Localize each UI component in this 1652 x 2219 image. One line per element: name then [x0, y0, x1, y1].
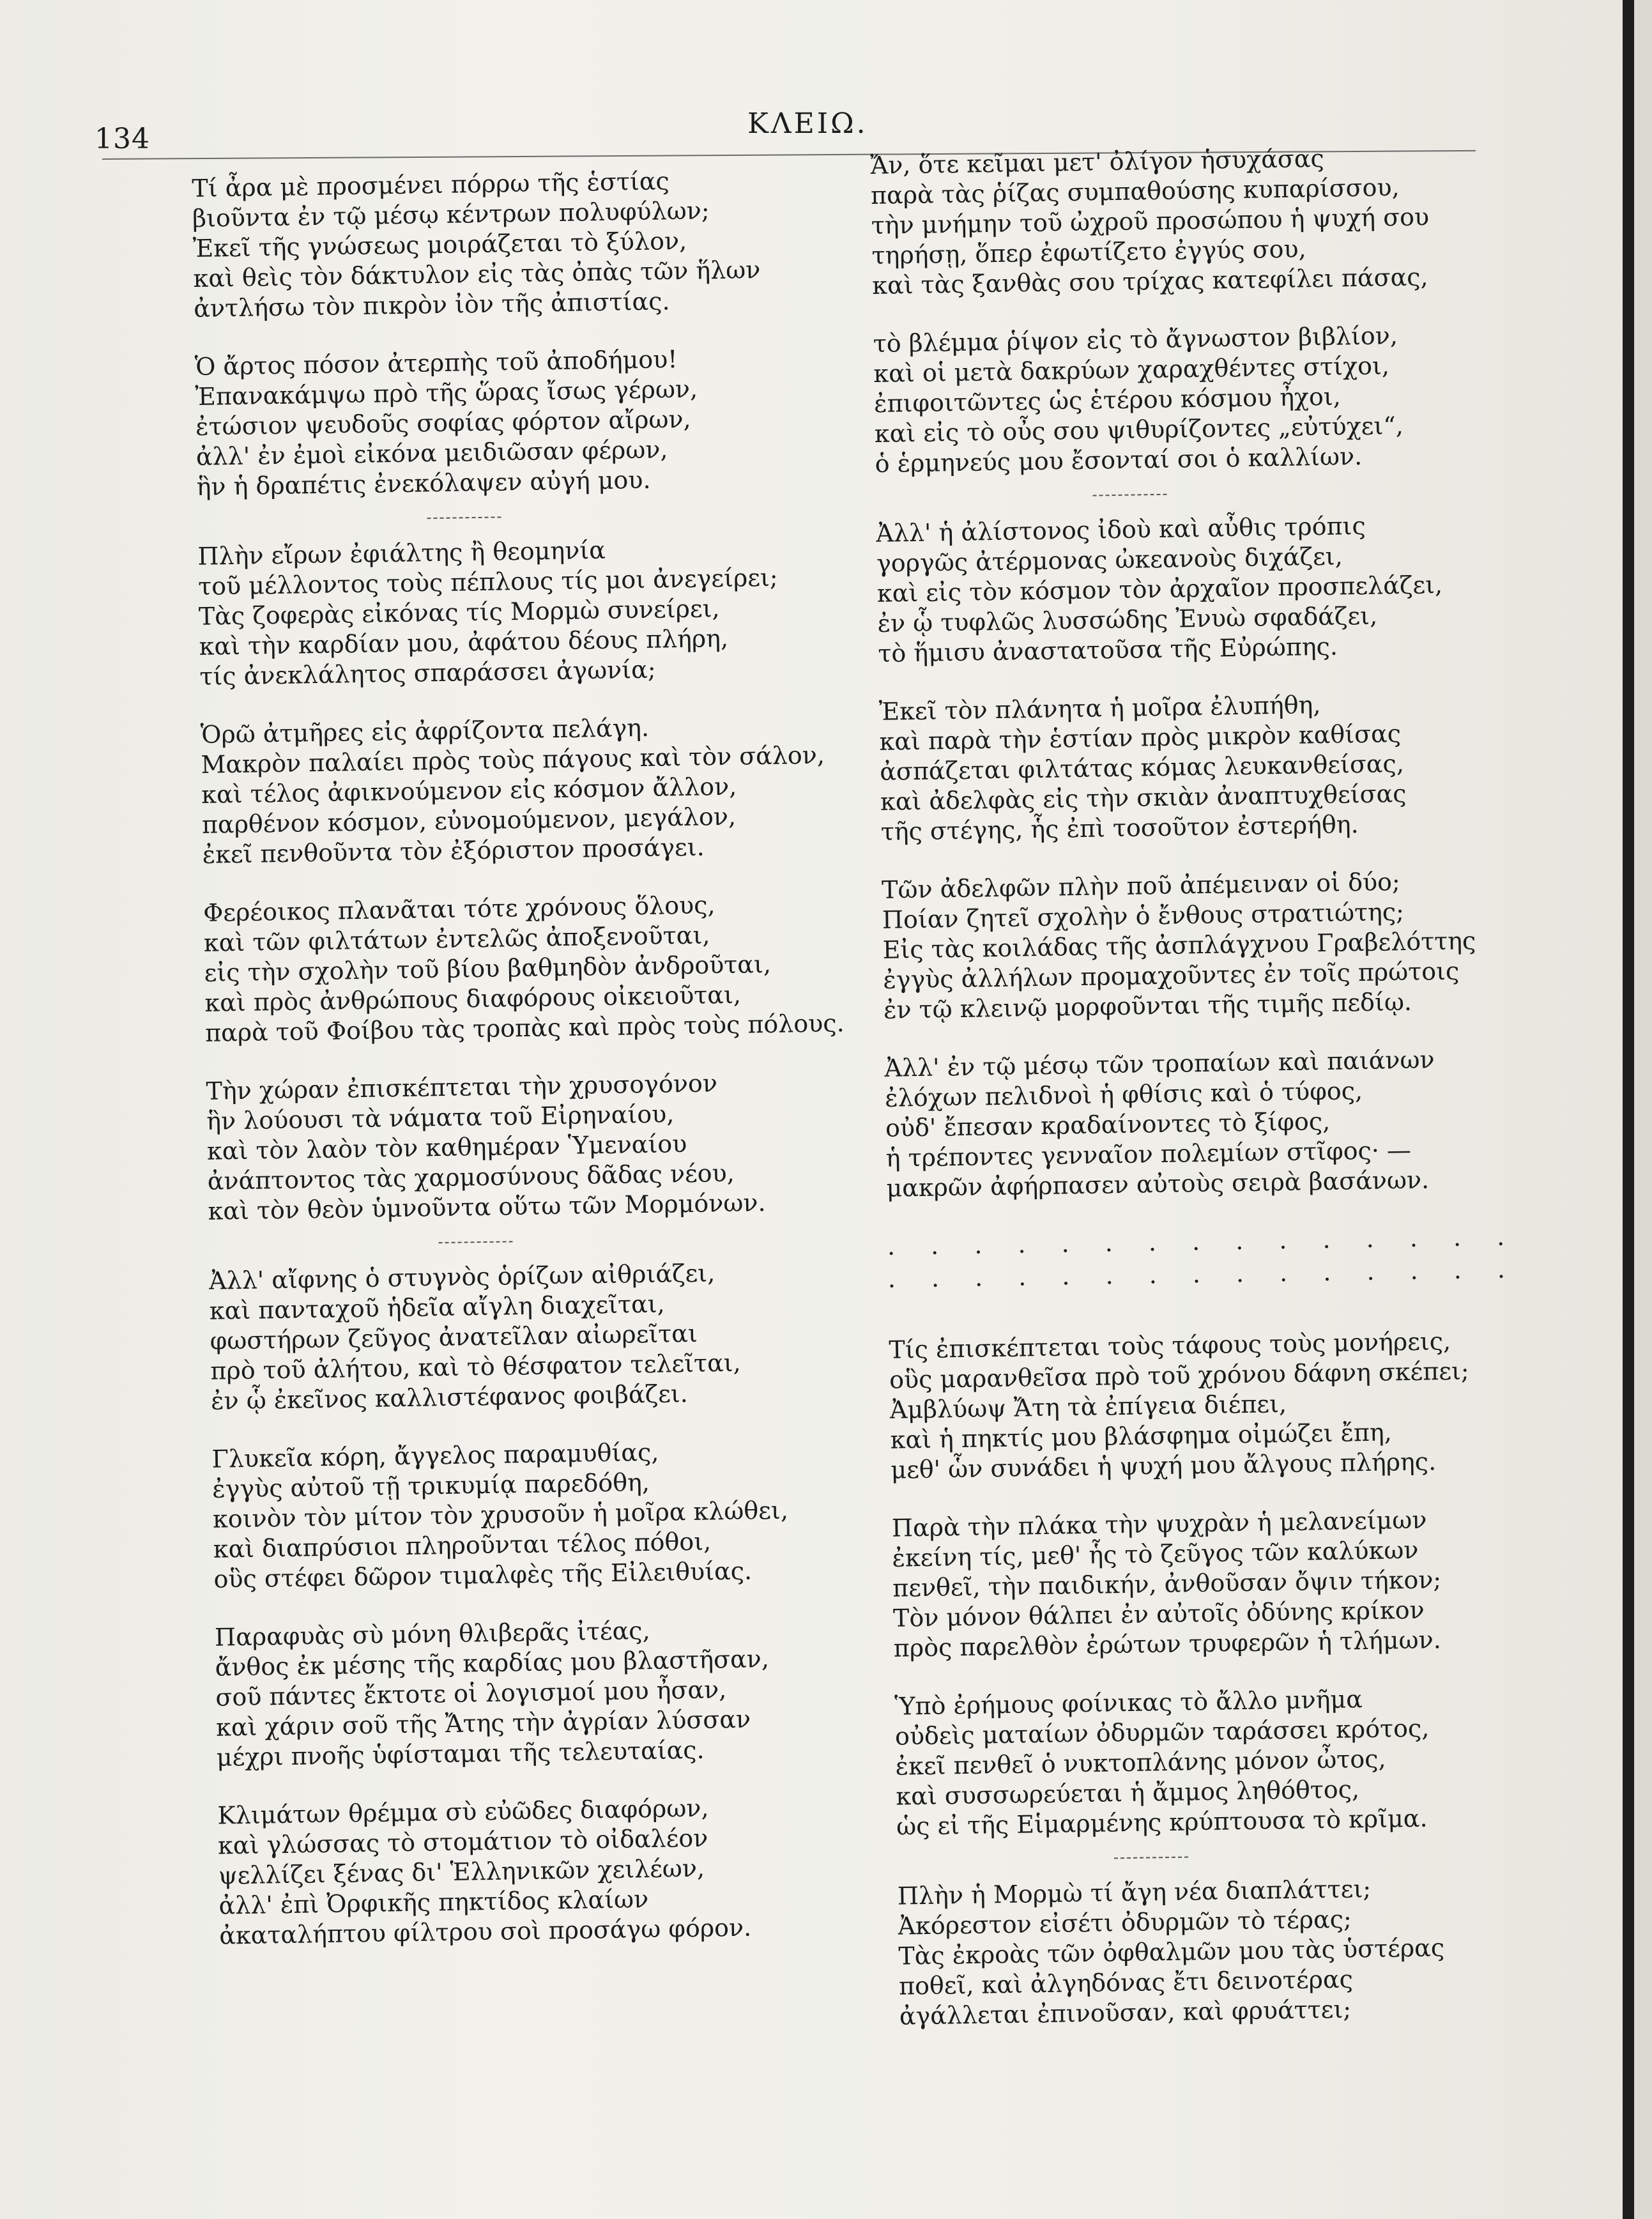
- dot-row: . . . . . . . . . . . . . . .: [887, 1255, 1520, 1293]
- verse-line: κοινὸν τὸν μίτον τὸν χρυσοῦν ἡ μοῖρα κλώθει,: [212, 1496, 789, 1533]
- verse-line: Φερέοικος πλανᾶται τότε χρόνους ὅλους,: [203, 891, 715, 927]
- stanza: [882, 865, 1523, 1025]
- section-separator: [427, 516, 504, 519]
- verse-line: ὁ ἑρμηνεύς μου ἔσονταί σοι ὁ καλλίων.: [875, 441, 1363, 478]
- verse-line: καὶ ἀδελφὰς εἰς τὴν σκιὰν ἀναπτυχθείσας: [880, 779, 1407, 816]
- dot-row: . . . . . . . . . . . . . . .: [887, 1222, 1519, 1261]
- verse-line: οὓς στέφει δῶρον τιμαλφὲς τῆς Εἰλειθυίας.: [213, 1556, 753, 1593]
- verse-line: εἰς τὴν σχολὴν τοῦ βίου βαθμηδὸν ἀνδροῦται,: [204, 949, 772, 987]
- verse-line: ἀνάπτοντος τὰς χαρμοσύνους δᾶδας νέου,: [207, 1158, 735, 1195]
- verse-line: ἣν λούουσι τὰ νάματα τοῦ Εἰρηναίου,: [206, 1100, 675, 1135]
- verse-line: ἐγγὺς ἀλλήλων προμαχοῦντες ἐν τοῖς πρώτοις: [883, 956, 1460, 994]
- verse-line: καὶ τὴν καρδίαν μου, ἀφάτου δέους πλήρη,: [199, 624, 729, 661]
- section-separator: [1114, 1856, 1191, 1859]
- verse-line: καὶ διαπρύσιοι πληροῦνται τέλος πόθοι,: [213, 1527, 712, 1563]
- verse-line: ἀσπάζεται φιλτάτας κόμας λευκανθείσας,: [879, 749, 1405, 786]
- verse-line: καὶ τῶν φιλτάτων ἐντελῶς ἀποξενοῦται,: [203, 921, 710, 957]
- verse-line: Κλιμάτων θρέμμα σὺ εὐῶδες διαφόρων,: [217, 1793, 709, 1830]
- verse-line: πενθεῖ, τὴν παιδικήν, ἀνθοῦσαν ὄψιν τήκον;: [892, 1565, 1442, 1602]
- verse-line: ψελλίζει ξένας δι' Ἑλληνικῶν χειλέων,: [218, 1854, 705, 1890]
- verse-line: τὴν μνήμην τοῦ ὠχροῦ προσώπου ἡ ψυχή σου: [871, 203, 1430, 240]
- verse-line: Τὰς ἐκροὰς τῶν ὀφθαλμῶν μου τὰς ὑστέρας: [898, 1933, 1445, 1970]
- verse-line: ἐπιφοιτῶντες ὡς ἑτέρου κόσμου ἦχοι,: [873, 382, 1342, 418]
- stanza: [878, 687, 1520, 847]
- verse-line: καὶ πρὸς ἀνθρώπους διαφόρους οἰκειοῦται,: [204, 980, 742, 1017]
- stanza: [194, 342, 836, 502]
- verse-line: ἐκεῖ πενθοῦντα τὸν ἐξόριστον προσάγει.: [202, 833, 705, 869]
- verse-line: καὶ συσσωρεύεται ἡ ἄμμος ληθόθτος,: [896, 1775, 1360, 1811]
- verse-line: ἐτώσιον ψευδοῦς σοφίας φόρτον αἴρων,: [195, 404, 691, 441]
- verse-line: ἄνθος ἐκ μέσης τῆς καρδίας μου βλαστῆσαν,: [215, 1645, 770, 1682]
- stanza: [870, 141, 1511, 301]
- stanza: [206, 1066, 847, 1227]
- verse-line: ἀντλήσω τὸν πικρὸν ἰὸν τῆς ἀπιστίας.: [193, 287, 670, 323]
- verse-line: ἀκαταλήπτου φίλτρου σοὶ προσάγω φόρον.: [218, 1913, 752, 1950]
- page-number: 134: [95, 123, 150, 155]
- verse-line: οὐδεὶς ματαίων ὀδυρμῶν ταράσσει κρότος,: [894, 1714, 1430, 1751]
- verse-line: Ἀκόρεστον εἰσέτι ὀδυρμῶν τὸ τέρας;: [898, 1905, 1352, 1940]
- verse-line: Παραφυὰς σὺ μόνη θλιβερᾶς ἰτέας,: [214, 1616, 650, 1652]
- section-separator: [1093, 494, 1170, 496]
- verse-line: Παρὰ τὴν πλάκα τὴν ψυχρὰν ἡ μελανείμων: [891, 1505, 1427, 1542]
- verse-line: τῆς στέγης, ἧς ἐπὶ τοσοῦτον ἐστερήθη.: [880, 810, 1359, 846]
- verse-line: γοργῶς ἀτέρμονας ὠκεανοὺς διχάζει,: [876, 542, 1343, 578]
- verse-line: ἐγγὺς αὐτοῦ τῇ τρικυμίᾳ παρεδόθη,: [211, 1468, 650, 1503]
- verse-line: καὶ τὸν λαὸν τὸν καθημέραν Ὑμεναίου: [206, 1130, 687, 1165]
- verse-line: ἡ τρέποντες γενναῖον πολεμίων στῖφος· —: [885, 1135, 1412, 1172]
- verse-line: βιοῦντα ἐν τῷ μέσῳ κέντρων πολυφύλων;: [192, 196, 710, 233]
- stanza: [203, 888, 845, 1048]
- omission-dots: [887, 1222, 1527, 1294]
- stanza: [873, 319, 1514, 479]
- verse-line: Ἐκεῖ τὸν πλάνητα ἡ μοῖρα ἐλυπήθη,: [878, 691, 1321, 726]
- verse-line: Ἀλλ' ἐν τῷ μέσῳ τῶν τροπαίων καὶ παιάνων: [884, 1045, 1435, 1082]
- verse-line: Ἀμβλύωψ Ἄτη τὰ ἐπίγεια διέπει,: [889, 1390, 1287, 1424]
- verse-line: καὶ τὰς ξανθὰς σου τρίχας κατεφίλει πάσας,: [871, 263, 1428, 300]
- verse-line: ἐκεῖ πενθεῖ ὁ νυκτοπλάνης μόνον ὦτος,: [895, 1744, 1386, 1781]
- stanza: [889, 1325, 1530, 1486]
- verse-line: Ἐπανακάμψω πρὸ τῆς ὥρας ἴσως γέρων,: [195, 374, 698, 411]
- stanza: [209, 1256, 850, 1417]
- verse-line: καὶ πανταχοῦ ἡδεῖα αἴγλη διαχεῖται,: [209, 1289, 665, 1325]
- verse-line: τὸ ἥμισυ ἀναστατοῦσα τῆς Εὐρώπης.: [878, 632, 1338, 668]
- verse-line: φωστήρων ζεῦγος ἀνατεῖλαν αἰωρεῖται: [210, 1319, 698, 1355]
- verse-line: ἀγάλλεται ἐπινοῦσαν, καὶ φρυάττει;: [899, 1995, 1352, 2031]
- page-edge: [1634, 0, 1652, 2219]
- book-spine-shadow: [1623, 0, 1634, 2219]
- stanza: [876, 509, 1517, 669]
- stanza: [200, 710, 841, 870]
- verse-line: Τίς ἐπισκέπτεται τοὺς τάφους τοὺς μονήρεις,: [889, 1326, 1451, 1364]
- verse-line: μακρῶν ἀφήρπασεν αὐτοὺς σειρὰ βασάνων.: [886, 1165, 1430, 1202]
- verse-line: Ποίαν ζητεῖ σχολὴν ὁ ἔνθους στρατιώτης;: [882, 898, 1405, 934]
- verse-line: Ὁρῶ ἀτμῆρες εἰς ἀφρίζοντα πελάγη.: [200, 713, 650, 749]
- verse-line: Ἄν, ὅτε κεῖμαι μετ' ὀλίγον ἡσυχάσας: [870, 144, 1325, 180]
- verse-line: καὶ ἡ πηκτίς μου βλάσφημα οἰμώζει ἔπη,: [890, 1418, 1393, 1454]
- verse-line: καὶ θεὶς τὸν δάκτυλον εἰς τὰς ὀπὰς τῶν ἥλων: [193, 256, 761, 293]
- verse-line: ἀλλ' ἐν ἐμοὶ εἰκόνα μειδιῶσαν φέρων,: [195, 435, 668, 471]
- right-column: [870, 141, 1539, 2059]
- verse-line: Ἐκεῖ τῆς γνώσεως μοιράζεται τὸ ξύλον,: [192, 226, 687, 263]
- verse-line: παρὰ τοῦ Φοίβου τὰς τροπὰς καὶ πρὸς τοὺς πόλους.: [204, 1009, 845, 1047]
- verse-line: ἐκείνη τίς, μεθ' ἧς τὸ ζεῦγος τῶν καλύκων: [892, 1535, 1419, 1572]
- running-title: ΚΛΕΙΩ.: [747, 107, 868, 140]
- verse-line: ἣν ἡ δραπέτις ἐνεκόλαψεν αὐγή μου.: [196, 465, 651, 501]
- verse-line: Τὰς ζοφερὰς εἰκόνας τίς Μορμὼ συνείρει,: [198, 594, 720, 631]
- verse-line: Ἀλλ' αἴφνης ὁ στυγνὸς ὁρίζων αἰθριάζει,: [208, 1259, 715, 1295]
- verse-line: Μακρὸν παλαίει πρὸς τοὺς πάγους καὶ τὸν σάλον,: [201, 741, 825, 779]
- stanza: [892, 1503, 1533, 1664]
- verse-line: οὓς μαρανθεῖσα πρὸ τοῦ χρόνου δάφνη σκέπει;: [889, 1356, 1469, 1394]
- verse-line: παρὰ τὰς ῥίζας συμπαθούσης κυπαρίσσου,: [870, 173, 1400, 210]
- verse-line: Ὁ ἄρτος πόσον ἀτερπὴς τοῦ ἀποδήμου!: [194, 345, 678, 381]
- verse-line: τὸ βλέμμα ῥίψον εἰς τὸ ἄγνωστον βιβλίον,: [873, 321, 1398, 358]
- verse-line: πρὸς παρελθὸν ἐρώτων τρυφερῶν ἡ τλήμων.: [893, 1625, 1442, 1662]
- verse-line: οὐδ' ἔπεσαν κραδαίνοντες τὸ ξίφος,: [885, 1107, 1331, 1142]
- stanza: [211, 1434, 853, 1595]
- verse-line: σοῦ πάντες ἔκτοτε οἱ λογισμοί μου ἦσαν,: [215, 1675, 727, 1712]
- verse-line: ποθεῖ, καὶ ἀλγηδόνας ἔτι δεινοτέρας: [898, 1965, 1354, 2000]
- verse-line: τηρήσῃ, ὅπερ ἐφωτίζετο ἐγγύς σου,: [871, 234, 1307, 270]
- verse-line: καὶ εἰς τὸ οὖς σου ψιθυρίζοντες „εὐτύχει“,: [874, 411, 1404, 448]
- stanza: [192, 164, 833, 324]
- verse-line: καὶ γλώσσας τὸ στομάτιον τὸ οἰδαλέον: [217, 1824, 708, 1860]
- verse-line: μεθ' ὧν συνάδει ἡ ψυχή μου ἄλγους πλήρης.: [891, 1447, 1437, 1484]
- verse-line: Τὴν χώραν ἐπισκέπτεται τὴν χρυσογόνον: [206, 1069, 718, 1105]
- stanza: [217, 1791, 859, 1951]
- verse-line: καὶ εἰς τὸν κόσμον τὸν ἀρχαῖον προσπελάζει,: [876, 571, 1443, 608]
- stanza: [197, 532, 839, 692]
- stanza: [894, 1682, 1536, 1842]
- verse-line: καὶ οἱ μετὰ δακρύων χαραχθέντες στίχοι,: [873, 351, 1390, 388]
- verse-line: ἐν τῷ κλεινῷ μορφοῦνται τῆς τιμῆς πεδίῳ.: [883, 987, 1412, 1024]
- verse-line: τίς ἀνεκλάλητος σπαράσσει ἀγωνία;: [199, 655, 656, 691]
- verse-line: Τῶν ἀδελφῶν πλὴν ποῦ ἀπέμειναν οἱ δύο;: [881, 868, 1401, 904]
- verse-line: ἀλλ' ἐπὶ Ὀρφικῆς πηκτίδος κλαίων: [218, 1885, 649, 1920]
- verse-line: ὡς εἰ τῆς Εἱμαρμένης κρύπτουσα τὸ κρῖμα.: [896, 1804, 1428, 1841]
- verse-line: μέχρι πνοῆς ὑφίσταμαι τῆς τελευταίας.: [216, 1735, 705, 1772]
- verse-line: Γλυκεῖα κόρη, ἄγγελος παραμυθίας,: [211, 1438, 659, 1473]
- verse-line: καὶ τέλος ἀφικνούμενον εἰς κόσμον ἄλλον,: [201, 772, 737, 809]
- verse-line: καὶ παρὰ τὴν ἑστίαν πρὸς μικρὸν καθίσας: [879, 719, 1402, 756]
- verse-line: ἐν ᾧ τυφλῶς λυσσώδης Ἐνυὼ σφαδάζει,: [877, 601, 1378, 638]
- verse-line: καὶ τὸν θεὸν ὑμνοῦντα οὕτω τῶν Μορμόνων.: [208, 1188, 766, 1225]
- section-separator: [438, 1241, 515, 1243]
- stanza: [884, 1043, 1526, 1204]
- verse-line: Πλὴν ἡ Μορμὼ τί ἄγη νέα διαπλάττει;: [897, 1875, 1372, 1910]
- verse-line: πρὸ τοῦ ἀλήτου, καὶ τὸ θέσφατον τελεῖται,: [210, 1348, 741, 1385]
- verse-line: Τί ἆρα μὲ προσμένει πόρρω τῆς ἑστίας: [192, 167, 670, 203]
- stanza: [215, 1613, 856, 1773]
- stanza: [898, 1871, 1539, 2032]
- verse-line: Ὑπὸ ἐρήμους φοίνικας τὸ ἄλλο μνῆμα: [894, 1685, 1363, 1721]
- verse-line: Πλὴν εἴρων ἐφιάλτης ἢ θεομηνία: [197, 535, 606, 571]
- verse-line: Τὸν μόνον θάλπει ἐν αὐτοῖς ὀδύνης κρίκον: [892, 1595, 1425, 1632]
- verse-line: ἐν ᾧ ἐκεῖνος καλλιστέφανος φοιβάζει.: [210, 1379, 689, 1415]
- verse-line: ἐλόχων πελιδνοὶ ἡ φθίσις καὶ ὁ τύφος,: [884, 1077, 1363, 1112]
- verse-line: τοῦ μέλλοντος τοὺς πέπλους τίς μοι ἀνεγείρει;: [197, 563, 778, 601]
- left-column: [192, 164, 859, 1979]
- verse-line: Ἀλλ' ἡ ἀλίστονος ἰδοὺ καὶ αὖθις τρόπις: [876, 511, 1366, 548]
- verse-line: καὶ χάριν σοῦ τῆς Ἄτης τὴν ἀγρίαν λύσσαν: [215, 1705, 751, 1742]
- verse-line: Εἰς τὰς κοιλάδας τῆς ἀσπλάγχνου Γραβελόττης: [882, 926, 1476, 964]
- verse-line: παρθένον κόσμον, εὐνομούμενον, μεγάλον,: [201, 802, 737, 839]
